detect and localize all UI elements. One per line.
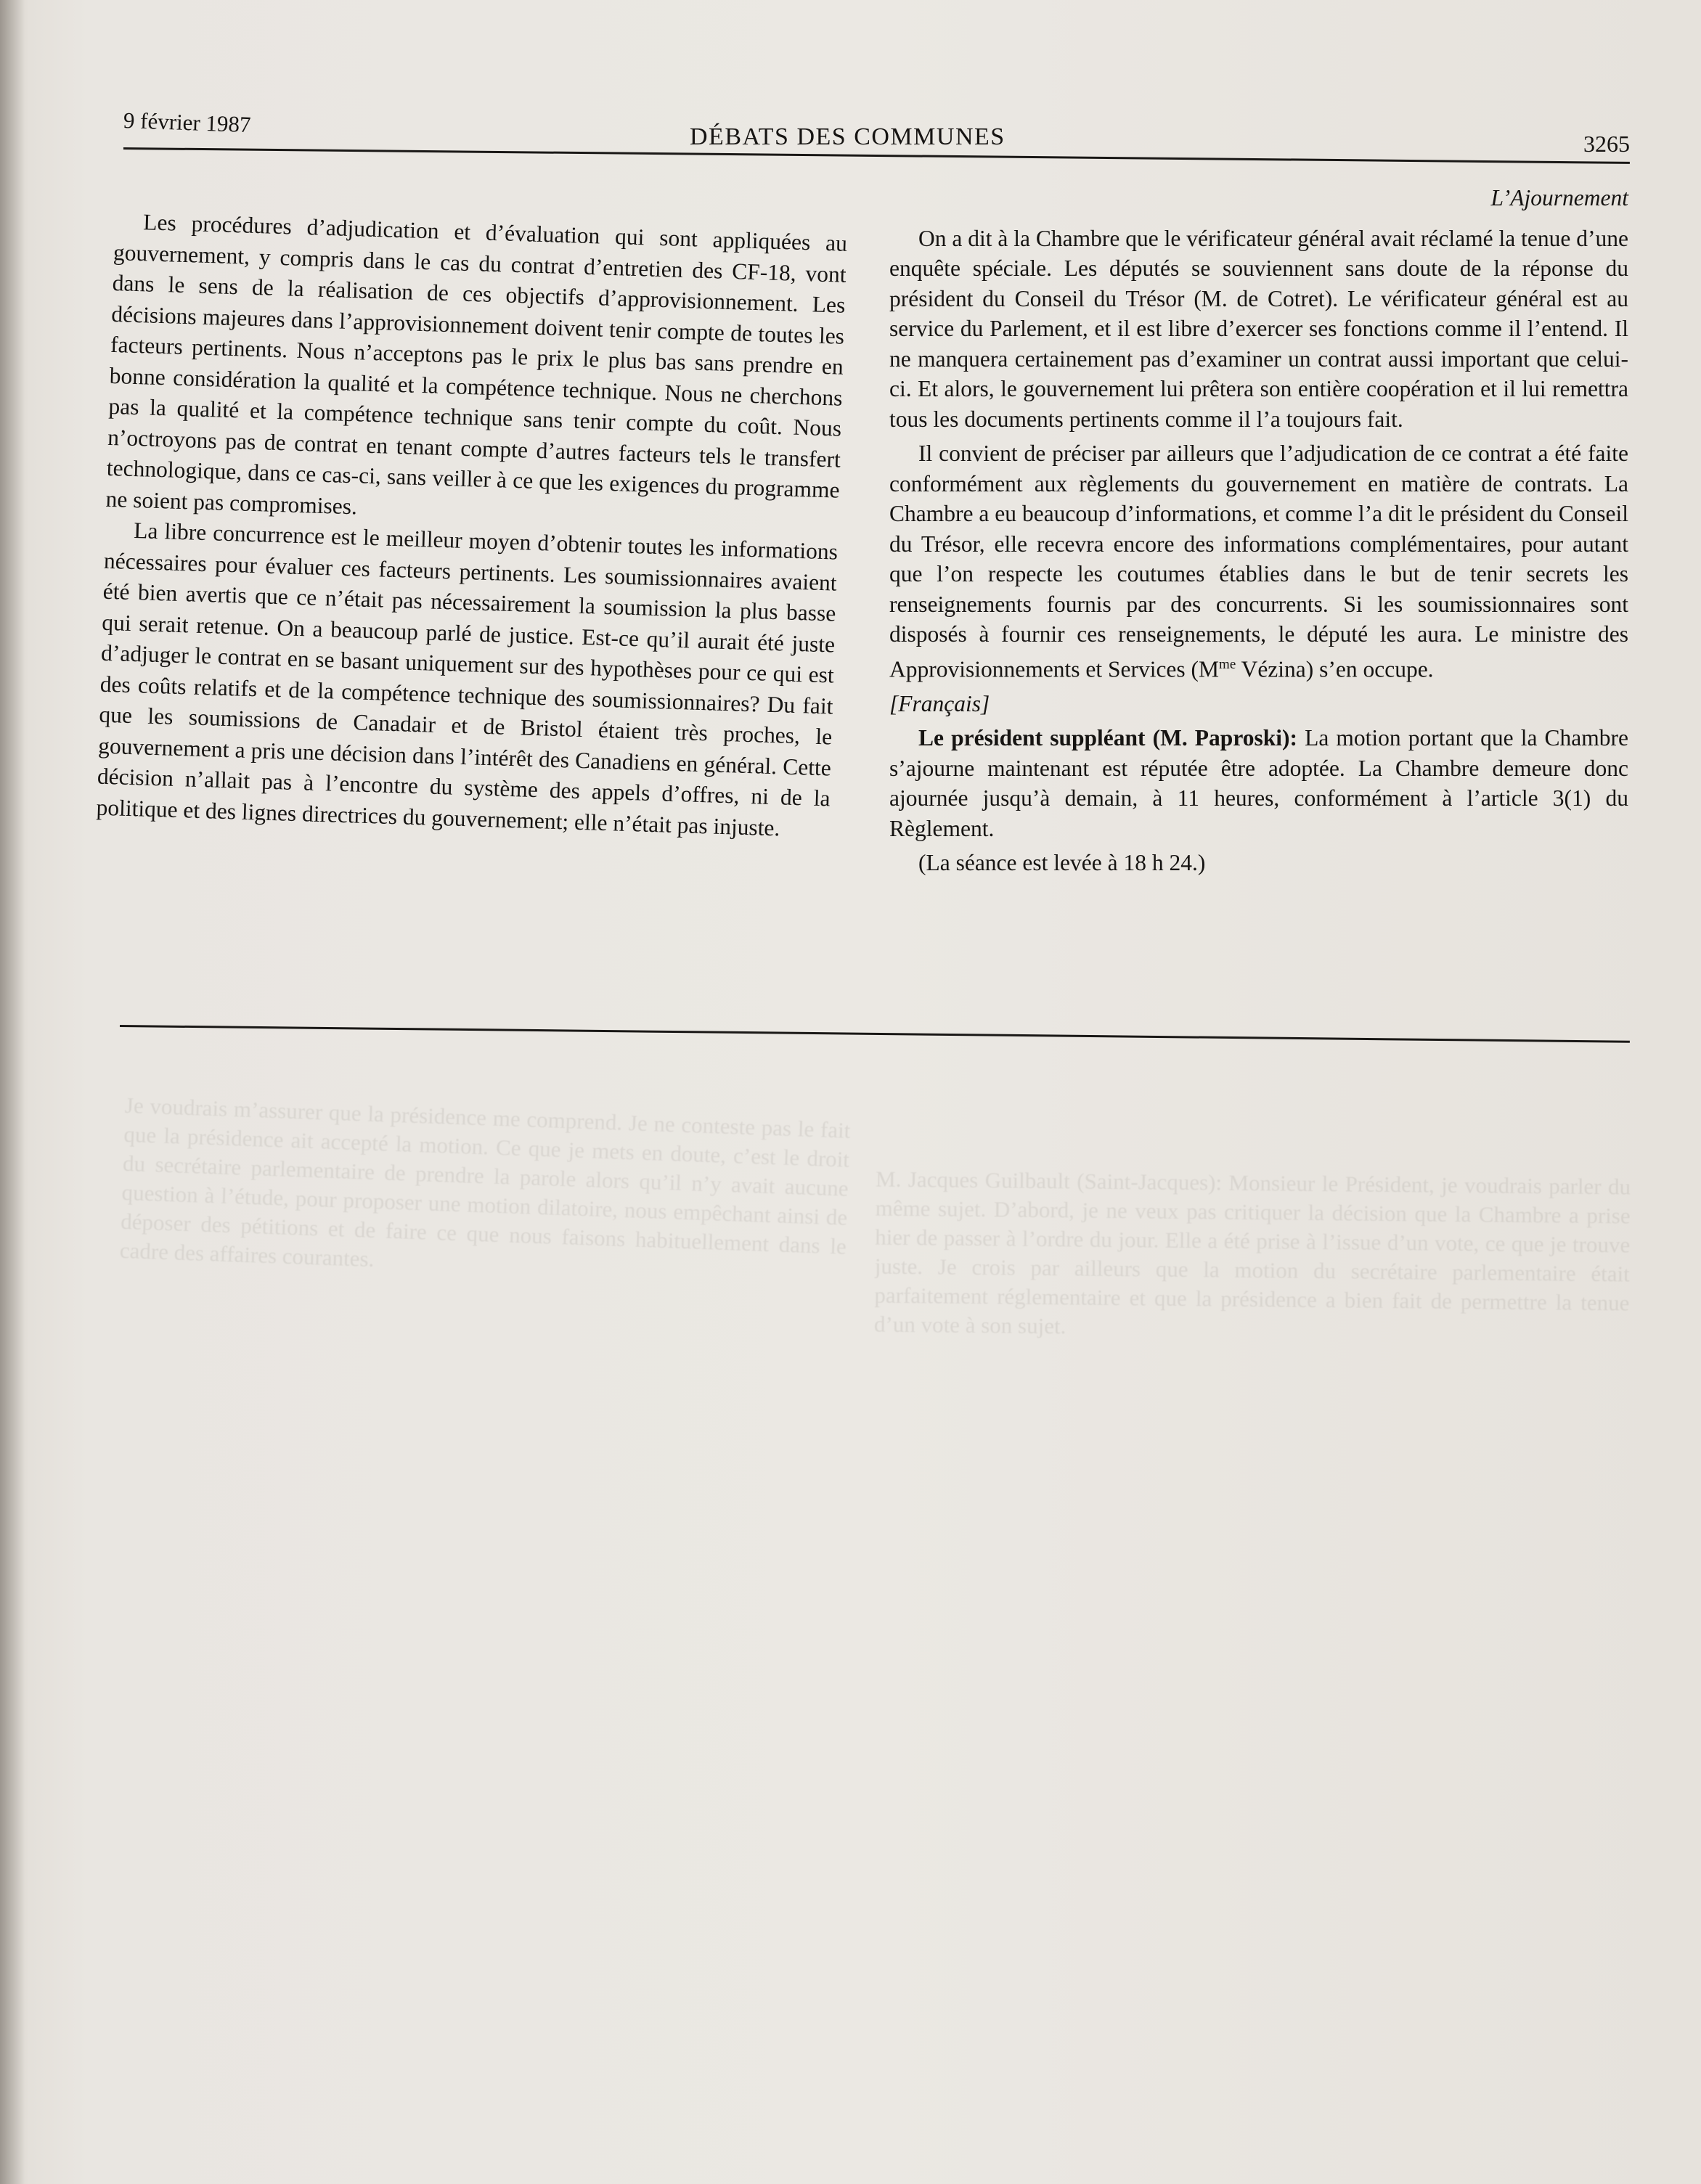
speaker-name: Le président suppléant (M. Paproski): xyxy=(918,725,1297,751)
header-title: DÉBATS DES COMMUNES xyxy=(690,123,1005,150)
speaker-text: La motion portant que la Chambre s’ajourne maintenant est réputée être adoptée. La Chambre demeure donc ajournée jusqu’à demain, à 11 heures, conformément à l’article 3(1) du Règlement. xyxy=(889,725,1628,841)
book-spine-shadow xyxy=(0,0,25,2184)
right-paragraph-2-text: Il convient de préciser par ailleurs que l’adjudication de ce contrat a été faite conformément aux règlements du gouvernement en matière de contrats. La Chambre a eu beaucoup d’informations, et comme l’a dit le président du Conseil du Trésor, elle recevra encore des informations complémentaires, pour autant que l’on respecte les coutumes établies dans le but de tenir secrets les renseignements fournis par des concurrents. Si les soumissionnaires sont disposés à fournir ces renseignements, le député les aura. Le ministre des Approvisionnements et Services (M xyxy=(889,441,1628,682)
mme-superscript: me xyxy=(1219,656,1236,672)
right-paragraph-1: On a dit à la Chambre que le vérificateur général avait réclamé la tenue d’une enquête spéciale. Les députés se souviennent sans doute de la réponse du président du Conseil du Trésor (M. de Cotret). Le vérificateur général est au service du Parlement, et il est libre d’exercer ses fonctions comme il l’entend. Il ne manquera certainement pas d’examiner un contrat aussi important que celui-ci. Et alors, le gouvernement lui prêtera son entière coopération et il lui remettra tous les documents pertinents comme il l’a toujours fait. xyxy=(889,225,1628,432)
header-date: 9 février 1987 xyxy=(123,107,252,138)
right-column xyxy=(889,183,1628,883)
page-number: 3265 xyxy=(1583,131,1630,157)
right-paragraph-2 xyxy=(889,438,1628,684)
section-heading: L’Ajournement xyxy=(1490,185,1628,210)
speaker-paragraph xyxy=(889,723,1628,843)
show-through-text-right: M. Jacques Guilbault (Saint-Jacques): Monsieur le Président, je voudrais parler du même sujet. D’abord, je ne veux pas critiquer la décision que la Chambre a prise hier de passer à l’ordre du jour. Elle a été prise à l’issue d’un vote, ce que je trouve juste. Je crois par ailleurs que la motion du secrétaire parlementaire était parfaitement réglementaire et que la présidence a bien fait de permettre la tenue d’un vote à son sujet. xyxy=(873,1166,1631,1339)
right-paragraph-2-tail: Vézina) s’en occupe. xyxy=(1236,656,1434,682)
adjournment-note: (La séance est levée à 18 h 24.) xyxy=(918,850,1206,875)
show-through-text-left: Je voudrais m’assurer que la présidence me comprend. Je ne conteste pas le fait que la présidence ait accepté la motion. Ce que je mets en doute, c’est le droit du secrétaire parlementaire de prendre la parole alors qu’il n’y avait aucune question à l’étude, pour proposer une motion dilatoire, nous empêchant ainsi de déposer des pétitions et de faire ce que nous faisons habituellement dans le cadre des affaires courantes. xyxy=(119,1092,851,1272)
left-column xyxy=(96,206,847,845)
language-marker: [Français] xyxy=(889,690,990,716)
left-paragraph-1: Les procédures d’adjudication et d’évaluation qui sont appliquées au gouvernement, y compris dans le cas du contrat d’entretien des CF-18, vont dans le sens de la réalisation de ces objectifs d’approvisionnement. Les décisions majeures dans l’approvisionnement doivent tenir compte de toutes les facteurs pertinents. Nous n’acceptons pas le prix le plus bas sans prendre en bonne considération la qualité et la compétence technique. Nous ne cherchons pas la qualité et la compétence technique sans tenir compte du coût. Nous n’octroyons pas de contrat en tenant compte d’autres facteurs tels le transfert technologique, dans ce cas-ci, sans veiller à ce que les exigences du programme ne soient pas compromises. xyxy=(105,209,848,519)
bottom-rule xyxy=(120,1025,1630,1043)
left-paragraph-2: La libre concurrence est le meilleur moyen d’obtenir toutes les informations nécessaires pour évaluer ces facteurs pertinents. Les soumissionnaires avaient été bien avertis que ce n’était pas nécessairement la soumission la plus basse qui serait retenue. On a beaucoup parlé de justice. Est-ce qu’il aurait été juste d’adjuger le contrat en se basant uniquement sur des hypothèses pour ce qui est des coûts relatifs et de la compétence technique des soumissionnaires? Du fait que les soumissions de Canadair et de Bristol étaient très proches, le gouvernement a pris une décision dans l’intérêt des Canadiens en général. Cette décision n’allait pas à l’encontre du système des appels d’offres, ni de la politique et des lignes directrices du gouvernement; elle n’était pas injuste. xyxy=(96,518,839,841)
